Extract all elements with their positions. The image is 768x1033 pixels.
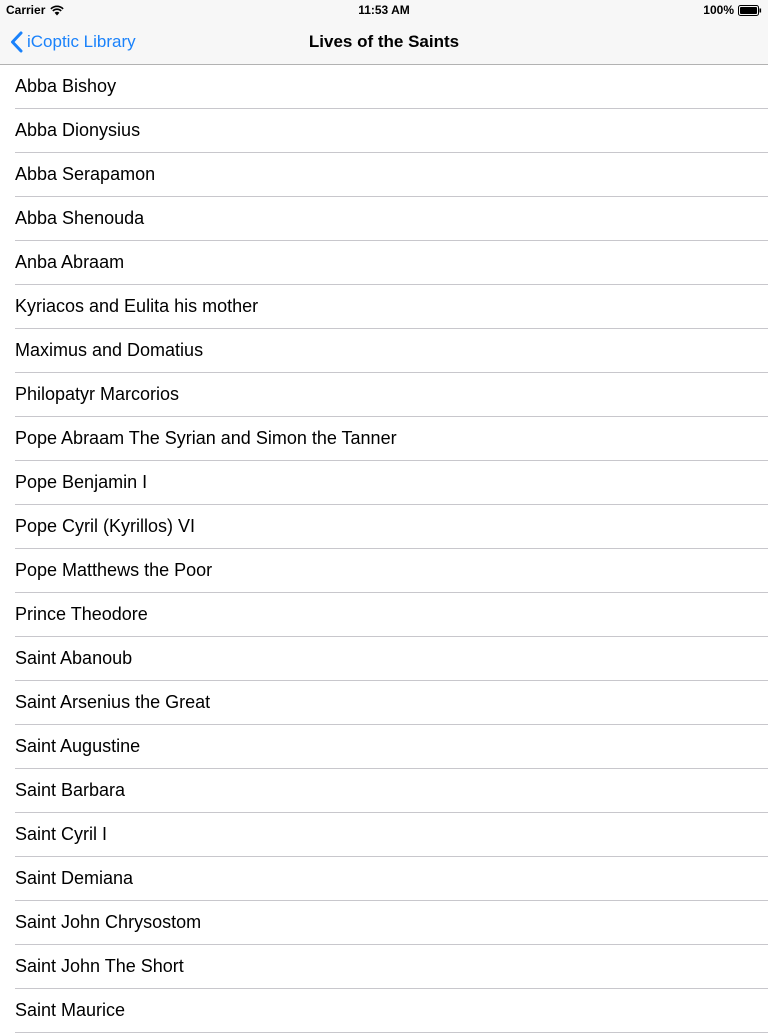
list-item[interactable]: Abba Dionysius (0, 109, 768, 153)
list-item[interactable]: Saint John The Short (0, 945, 768, 989)
list-item[interactable]: Prince Theodore (0, 593, 768, 637)
list-item[interactable]: Philopatyr Marcorios (0, 373, 768, 417)
saints-list (0, 65, 768, 1033)
list-item[interactable]: Pope Benjamin I (0, 461, 768, 505)
list-item[interactable]: Maximus and Domatius (0, 329, 768, 373)
list-item[interactable]: Pope Matthews the Poor (0, 549, 768, 593)
list-item[interactable]: Saint Augustine (0, 725, 768, 769)
list-item[interactable]: Saint Barbara (0, 769, 768, 813)
list-item[interactable]: Abba Shenouda (0, 197, 768, 241)
status-time: 11:53 AM (358, 3, 410, 17)
back-button-label: iCoptic Library (27, 32, 136, 51)
list-item[interactable]: Saint John Chrysostom (0, 901, 768, 945)
list-item[interactable]: Saint Abanoub (0, 637, 768, 681)
battery-percentage: 100% (703, 3, 734, 17)
list-item[interactable]: Saint Cyril I (0, 813, 768, 857)
list-item[interactable]: Abba Bishoy (0, 65, 768, 109)
list-item[interactable]: Anba Abraam (0, 241, 768, 285)
list-item[interactable]: Saint Demiana (0, 857, 768, 901)
list-item[interactable]: Pope Cyril (Kyrillos) VI (0, 505, 768, 549)
battery-icon (738, 5, 762, 16)
list-item[interactable]: Kyriacos and Eulita his mother (0, 285, 768, 329)
list-item[interactable]: Abba Serapamon (0, 153, 768, 197)
list-item[interactable]: Saint Arsenius the Great (0, 681, 768, 725)
page-title: Lives of the Saints (308, 32, 460, 51)
list-item[interactable]: Saint Maurice (0, 989, 768, 1033)
status-bar (0, 0, 768, 20)
list-item[interactable]: Pope Abraam The Syrian and Simon the Tanner (0, 417, 768, 461)
carrier-label: Carrier (6, 3, 46, 17)
status-right (703, 3, 762, 17)
navigation-bar (0, 20, 768, 65)
